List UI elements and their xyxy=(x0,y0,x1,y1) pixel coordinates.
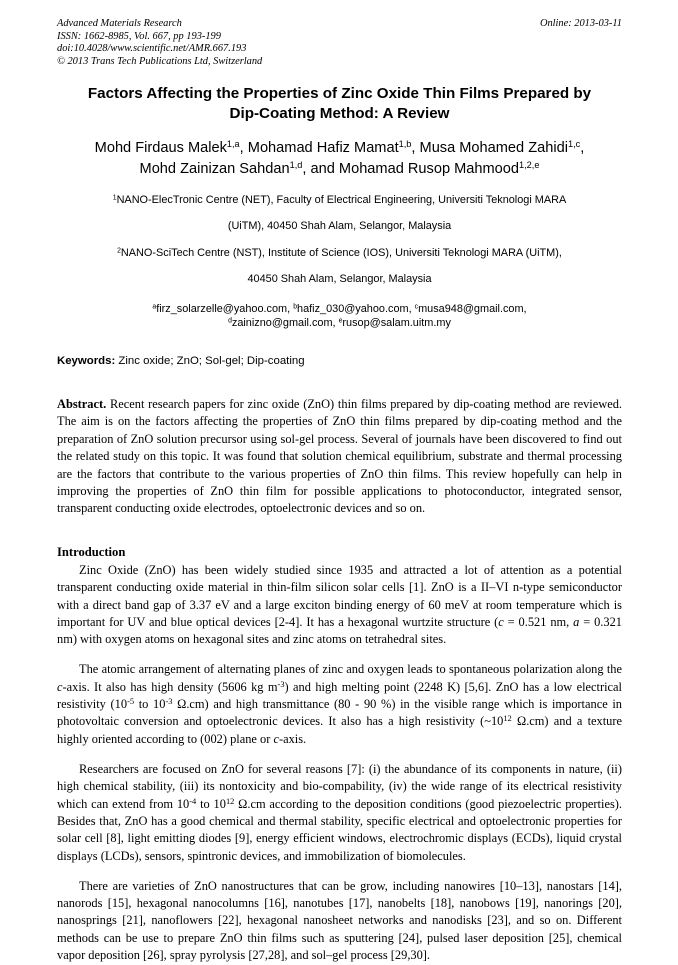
introduction-paragraph-2: The atomic arrangement of alternating planes of zinc and oxygen leads to spontaneous polarization along the c-axis. It also has high density (5606 kg $m^{-3}$) and high melting point (2248 K) [5,6]. ZnO has a low electrical resistivity ($10^{-5}$ to $10^{-3}$ Ω.cm) and high transmittance (80 - 90 %) in the visible range which is importance in photovoltaic conversion and optoelectronic devices. It also has a high resistivity ($\sim 10^{12}$ Ω.cm) and a texture highly oriented according to (002) plane or c-axis. xyxy=(57,662,622,746)
title-line-2: Dip-Coating Method: A Review xyxy=(229,105,450,122)
affiliation-2 xyxy=(75,247,604,286)
author-line-2: Mohd Zainizan Sahdan$^{1,d}$, and Mohamad Rusop Mahmood$^{1,2,e}$ xyxy=(139,160,540,177)
introduction-paragraph-4: There are varieties of ZnO nanostructures that can be grow, including nanowires [10–13], nanostars [14], nanorods [15], hexagonal nanocolumns [16], nanotubes [17], nanobelts [18], nanobows [19], nanorings [20], nanosprings [21], nanoflowers [22], hexagonal nanosheet networks and nanodisks [23], and so on. Different methods can be use to prepare ZnO thin films such as sputtering [24], pulsed laser deposition [25], chemical vapor deposition [26], spray pyrolysis [27,28], and sol–gel process [29,30]. xyxy=(57,878,622,963)
journal-name: Advanced Materials Research xyxy=(57,18,182,29)
abstract-label: Abstract. xyxy=(57,397,107,411)
affiliation-2-text-1: NANO-SciTech Centre (NST), Institute of Science (IOS), Universiti Teknologi MARA (UiTM), xyxy=(120,247,562,259)
affiliation-1-line-1 xyxy=(75,194,604,207)
affiliation-1-line-2: (UiTM), 40450 Shah Alam, Selangor, Malaysia xyxy=(227,220,452,232)
page-title xyxy=(63,84,616,124)
affiliation-2-line-2: 40450 Shah Alam, Selangor, Malaysia xyxy=(247,273,432,285)
affiliation-1-marker: 1 xyxy=(112,194,117,202)
affiliation-2-line-1 xyxy=(75,247,604,260)
abstract-paragraph xyxy=(57,396,622,518)
keywords-value: Zinc oxide; ZnO; Sol-gel; Dip-coating xyxy=(118,355,305,367)
affiliation-1-text-1: NANO-ElecTronic Centre (NET), Faculty of Electrical Engineering, Universiti Teknologi MARA xyxy=(116,194,567,206)
introduction-paragraph-3: Researchers are focused on ZnO for several reasons [7]: (i) the abundance of its components in nature, (ii) high chemical stability, (iii) its nontoxicity and bio-compability, (iv) the wide range of its electrical resistivity which can extend from $10^{-4}$ to $10^{12}$ Ω.cm according to the deposition conditions (good piezoelectric properties). Besides that, ZnO has a good chemical and thermal stability, specific electrical and optoelectronic properties for solar cell [8], light emitting diodes [9], energy efficient windows, electrochromic displays (ECDs), liquid crystal displays (LCDs), sensors, spintronic devices, and immobilization of biomolecules. xyxy=(57,761,622,863)
author-emails xyxy=(87,302,592,330)
abstract-text: Recent research papers for zinc oxide (ZnO) thin films prepared by dip-coating method are reviewed. The aim is on the factors affecting the properties of ZnO thin films prepared by dip-coating method and the preparation of ZnO solution precursor using sol-gel process. Several of journals have been discovered to find out the related study on this topic. It was found that solution chemical equilibrium, substrate and thermal processing are the factors that contribute to the various properties of ZnO thin films. This review hopefully can help in improving the properties of ZnO thin film for possible applications to photoconductor, integrated sensor, transparent conducting oxide electrodes, optoelectronic devices and so on. xyxy=(57,397,622,516)
online-publication-date: Online: 2013-03-11 xyxy=(539,18,622,29)
affiliation-1 xyxy=(75,194,604,233)
journal-copyright-line: © 2013 Trans Tech Publications Ltd, Switzerland xyxy=(57,55,263,67)
author-line-1: Mohd Firdaus Malek$^{1,a}$, Mohamad Hafiz Mamat$^{1,b}$, Musa Mohamed Zahidi$^{1,c}$, xyxy=(94,139,585,156)
affiliation-2-marker: 2 xyxy=(117,247,121,255)
keywords-line xyxy=(57,354,622,368)
email-line-1: $^a$firz_solarzelle@yahoo.com, $^b$hafiz_030@yahoo.com, $^c$musa948@gmail.com, xyxy=(152,303,527,315)
introduction-paragraph-1: Zinc Oxide (ZnO) has been widely studied since 1935 and attracted a lot of attention as a potential transparent conducting oxide material in thin-film silicon solar cells [1]. ZnO is a II–VI n-type semiconductor with a direct band gap of 3.37 eV and a large exciton binding energy of 60 meV at room temperature which is important for UV and blue optical devices [2-4]. It has a hexagonal wurtzite structure (c = 0.521 nm, a = 0.321 nm) with oxygen atoms on hexagonal sites and zinc atoms on tetrahedral sites. xyxy=(57,562,622,647)
journal-issn-line: ISSN: 1662-8985, Vol. 667, pp 193-199 xyxy=(57,30,221,42)
journal-header xyxy=(57,18,622,74)
title-line-1: Factors Affecting the Properties of Zinc Oxide Thin Films Prepared by xyxy=(87,85,592,102)
email-line-2: $^d$zainizno@gmail.com, $^e$rusop@salam.uitm.my xyxy=(228,317,451,329)
author-list xyxy=(61,138,618,180)
journal-doi-line: doi:10.4028/www.scientific.net/AMR.667.193 xyxy=(57,43,247,55)
introduction-heading: Introduction xyxy=(57,544,126,559)
keywords-label: Keywords: xyxy=(57,355,116,367)
